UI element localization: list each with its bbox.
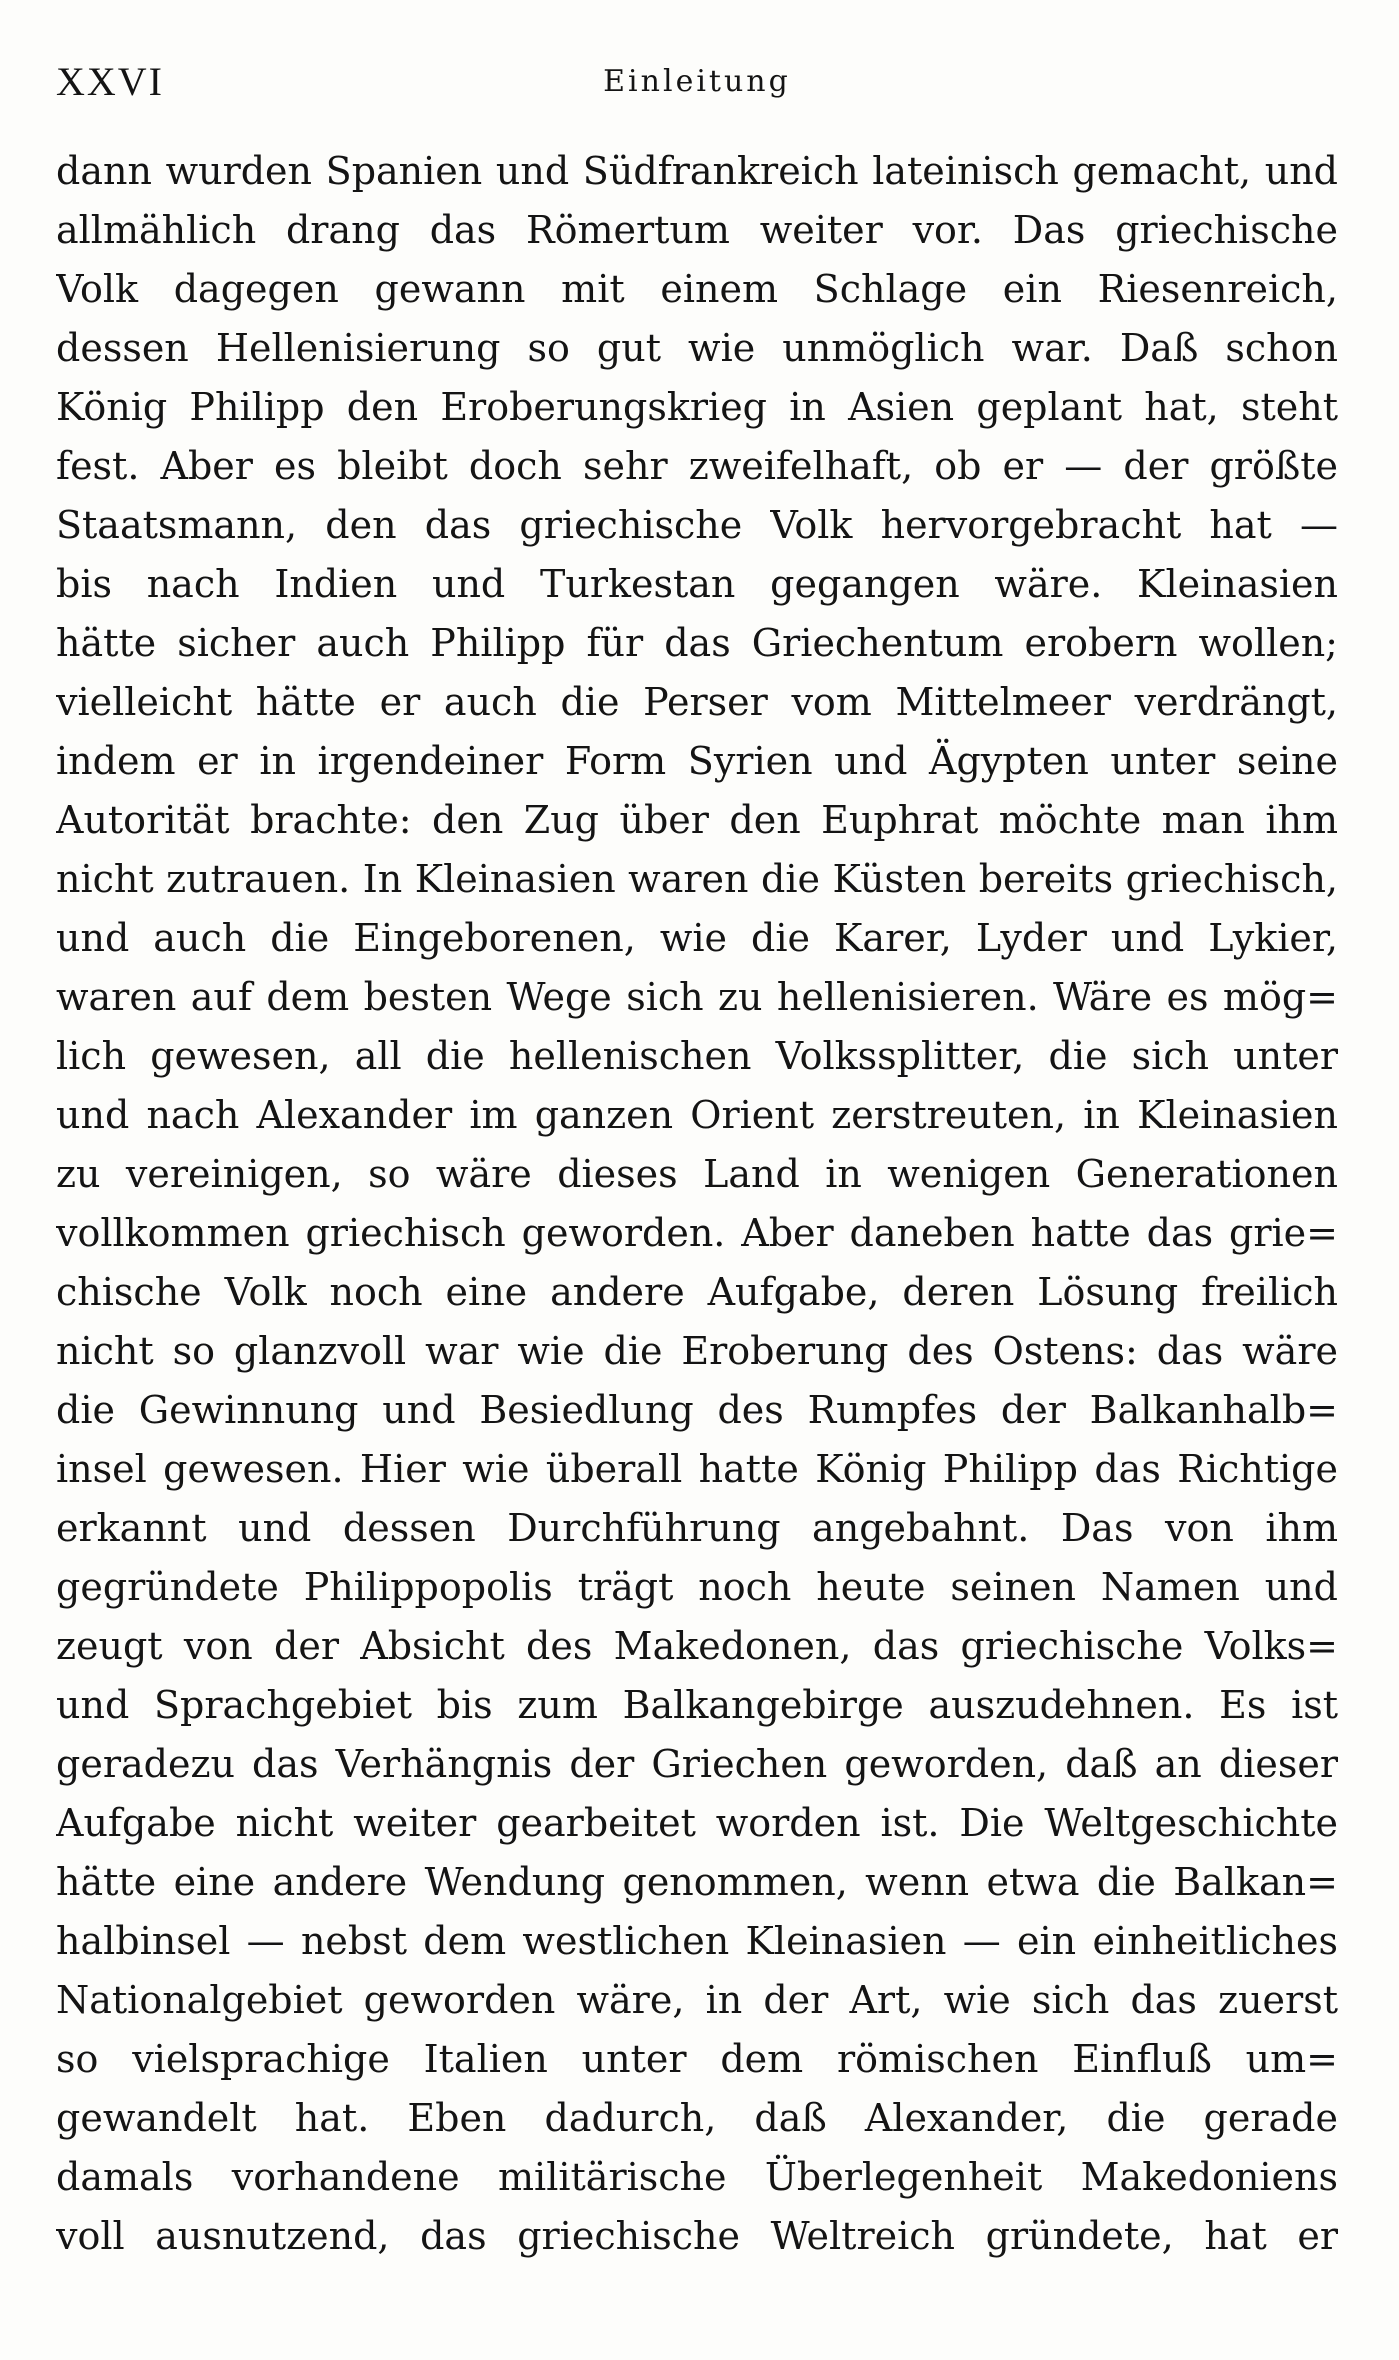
text-line: waren auf dem besten Wege sich zu hellenisieren. Wäre es mög= [56, 975, 1338, 1019]
text-line: insel gewesen. Hier wie überall hatte König Philipp das Richtige [56, 1447, 1338, 1491]
text-line: hätte sicher auch Philipp für das Griechentum erobern wollen; [56, 621, 1338, 665]
text-line: gewandelt hat. Eben dadurch, daß Alexander, die gerade [56, 2096, 1338, 2140]
text-line: dessen Hellenisierung so gut wie unmöglich war. Daß schon [56, 326, 1338, 370]
text-line: damals vorhandene militärische Überlegenheit Makedoniens [56, 2155, 1338, 2199]
text-line: dann wurden Spanien und Südfrankreich lateinisch gemacht, und [56, 149, 1338, 193]
text-line: nicht zutrauen. In Kleinasien waren die Küsten bereits griechisch, [56, 857, 1338, 901]
text-line: und Sprachgebiet bis zum Balkangebirge auszudehnen. Es ist [56, 1683, 1338, 1727]
text-line: erkannt und dessen Durchführung angebahnt. Das von ihm [56, 1506, 1338, 1550]
text-line: zu vereinigen, so wäre dieses Land in wenigen Generationen [56, 1152, 1338, 1196]
text-line: zeugt von der Absicht des Makedonen, das griechische Volks= [56, 1624, 1338, 1668]
text-line: allmählich drang das Römertum weiter vor. Das griechische [56, 208, 1338, 252]
text-line: Aufgabe nicht weiter gearbeitet worden ist. Die Weltgeschichte [56, 1801, 1338, 1845]
text-line: nicht so glanzvoll war wie die Eroberung des Ostens: das wäre [56, 1329, 1338, 1373]
text-line: lich gewesen, all die hellenischen Volkssplitter, die sich unter [56, 1034, 1338, 1078]
text-line: hätte eine andere Wendung genommen, wenn etwa die Balkan= [56, 1860, 1338, 1904]
text-line: König Philipp den Eroberungskrieg in Asien geplant hat, steht [56, 385, 1338, 429]
text-line: indem er in irgendeiner Form Syrien und Ägypten unter seine [56, 739, 1338, 783]
text-line: gegründete Philippopolis trägt noch heute seinen Namen und [56, 1565, 1338, 1609]
text-line: Nationalgebiet geworden wäre, in der Art, wie sich das zuerst [56, 1978, 1338, 2022]
text-line: bis nach Indien und Turkestan gegangen wäre. Kleinasien [56, 562, 1338, 606]
page-number: XXVI [56, 59, 164, 104]
text-line: Volk dagegen gewann mit einem Schlage ein Riesenreich, [56, 267, 1338, 311]
text-line: und nach Alexander im ganzen Orient zerstreuten, in Kleinasien [56, 1093, 1338, 1137]
text-line: vollkommen griechisch geworden. Aber daneben hatte das grie= [56, 1211, 1338, 1255]
text-line: fest. Aber es bleibt doch sehr zweifelhaft, ob er — der größte [56, 444, 1338, 488]
text-line: und auch die Eingeborenen, wie die Karer, Lyder und Lykier, [56, 916, 1338, 960]
running-head: Einleitung [603, 64, 791, 99]
text-line: die Gewinnung und Besiedlung des Rumpfes der Balkanhalb= [56, 1388, 1338, 1432]
text-line: Staatsmann, den das griechische Volk hervorgebracht hat — [56, 503, 1338, 547]
body-text [56, 142, 1338, 2266]
text-line: vielleicht hätte er auch die Perser vom Mittelmeer verdrängt, [56, 680, 1338, 724]
text-line: chische Volk noch eine andere Aufgabe, deren Lösung freilich [56, 1270, 1338, 1314]
text-line: halbinsel — nebst dem westlichen Kleinasien — ein einheitliches [56, 1919, 1338, 1963]
page-header [56, 52, 1338, 112]
text-line: Autorität brachte: den Zug über den Euphrat möchte man ihm [56, 798, 1338, 842]
text-line: geradezu das Verhängnis der Griechen geworden, daß an dieser [56, 1742, 1338, 1786]
text-line: so vielsprachige Italien unter dem römischen Einfluß um= [56, 2037, 1338, 2081]
text-line: voll ausnutzend, das griechische Weltreich gründete, hat er [56, 2214, 1338, 2258]
